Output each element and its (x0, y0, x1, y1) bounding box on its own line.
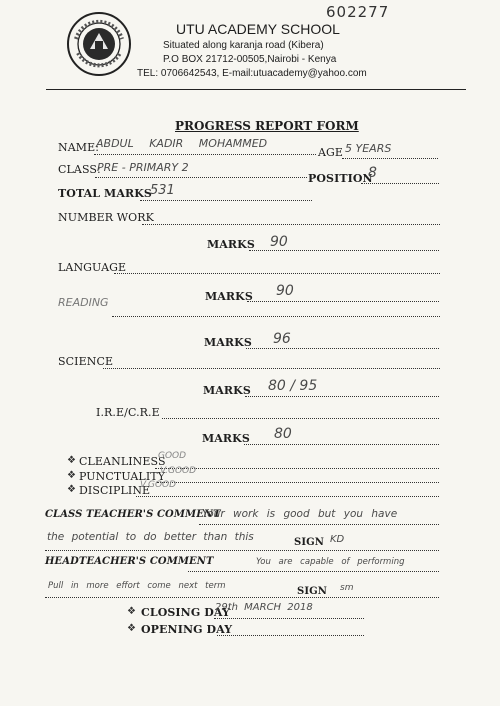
headteacher-signature: sm (340, 583, 354, 593)
subject-label-reading: READING (58, 296, 109, 309)
diamond-bullet-icon: ❖ (127, 606, 136, 617)
opening-day-label: OPENING DAY (141, 623, 233, 636)
marks-line-number-work (249, 250, 439, 251)
subject-label-language: LANGUAGE (58, 261, 127, 274)
class-teacher-comment-2: the potential to do better than this (47, 531, 254, 543)
conduct-label-punctuality: PUNCTUALITY (79, 470, 166, 483)
headteacher-comment-2: Pull in more effort come next term (48, 581, 226, 591)
marks-value-science: 80 / 95 (268, 378, 318, 394)
marks-label-science: MARKS (203, 384, 251, 397)
school-contact: TEL: 0706642543, E-mail:utuacademy@yahoo.com (137, 68, 367, 79)
conduct-line-discipline (136, 496, 439, 497)
subject-line-ire-cre (162, 418, 439, 419)
closing-day-value: 29th MARCH 2018 (215, 602, 313, 613)
name-label: NAME: (58, 141, 100, 154)
diamond-bullet-icon: ❖ (67, 484, 76, 495)
name-line (94, 154, 316, 155)
school-name: UTU ACADEMY SCHOOL (176, 21, 340, 37)
class-teacher-sign-label: SIGN (294, 537, 324, 548)
conduct-label-discipline: DISCIPLINE (79, 484, 151, 497)
age-line (342, 158, 438, 159)
school-logo-seal (64, 9, 134, 79)
headteacher-sign-label: SIGN (297, 586, 327, 597)
subject-line-number-work (142, 224, 440, 225)
class-value: PRE - PRIMARY 2 (97, 161, 189, 174)
headteacher-comment-line-2 (45, 597, 439, 598)
headteacher-comment-label: HEADTEACHER'S COMMENT (45, 556, 214, 567)
marks-line-language (247, 301, 439, 302)
school-address: Situated along karanja road (Kibera) (163, 40, 324, 51)
marks-value-number-work: 90 (270, 234, 288, 250)
serial-number: 602277 (326, 3, 390, 21)
header-divider (46, 89, 466, 90)
school-po-box: P.O BOX 21712-00505,Nairobi - Kenya (163, 54, 337, 65)
age-label: AGE (318, 146, 344, 159)
closing-day-label: CLOSING DAY (141, 606, 230, 619)
marks-line-science (245, 396, 439, 397)
class-teacher-comment-line-2 (45, 550, 439, 551)
conduct-value-discipline: V.GOOD (140, 480, 177, 490)
class-teacher-signature: KD (330, 534, 345, 545)
conduct-line-punctuality (157, 482, 439, 483)
subject-label-ire-cre: I.R.E/C.R.E (96, 406, 160, 419)
class-teacher-comment-label: CLASS TEACHER'S COMMENT (45, 509, 221, 520)
position-label: POSITION (308, 172, 373, 185)
conduct-label-cleanliness: CLEANLINESS (79, 455, 166, 468)
class-label: CLASS: (58, 163, 101, 176)
subject-line-science (103, 368, 440, 369)
subject-label-science: SCIENCE (58, 355, 114, 368)
total-marks-value: 531 (150, 183, 175, 198)
name-value: ABDUL KADIR MOHAMMED (96, 137, 268, 150)
diamond-bullet-icon: ❖ (67, 455, 76, 466)
marks-value-ire-cre: 80 (274, 426, 292, 442)
diamond-bullet-icon: ❖ (67, 470, 76, 481)
subject-label-number-work: NUMBER WORK (58, 211, 154, 224)
marks-value-language: 90 (276, 283, 294, 299)
headteacher-comment-line-1 (188, 571, 439, 572)
diamond-bullet-icon: ❖ (127, 623, 136, 634)
age-value: 5 YEARS (345, 142, 392, 155)
conduct-value-cleanliness: GOOD (158, 451, 187, 461)
conduct-line-cleanliness (155, 468, 439, 469)
subject-line-reading (112, 316, 440, 317)
subject-line-language (114, 273, 440, 274)
marks-label-reading: MARKS (204, 336, 252, 349)
marks-line-reading (246, 348, 439, 349)
opening-day-line (217, 635, 364, 636)
headteacher-comment-1: You are capable of performing (256, 557, 405, 567)
position-value: 8 (368, 165, 377, 181)
marks-line-ire-cre (244, 444, 439, 445)
class-teacher-comment-line-1 (199, 524, 439, 525)
form-title: PROGRESS REPORT FORM (175, 119, 359, 133)
marks-label-ire-cre: MARKS (202, 432, 250, 445)
total-marks-line (140, 200, 312, 201)
marks-label-number-work: MARKS (207, 238, 255, 251)
class-line (95, 177, 307, 178)
position-line (361, 183, 439, 184)
marks-label-language: MARKS (205, 290, 253, 303)
total-marks-label: TOTAL MARKS (58, 187, 152, 200)
conduct-value-punctuality: V.GOOD (160, 466, 197, 476)
marks-value-reading: 96 (273, 331, 291, 347)
closing-day-line (214, 618, 364, 619)
class-teacher-comment-1: Your work is good but you have (202, 508, 398, 520)
